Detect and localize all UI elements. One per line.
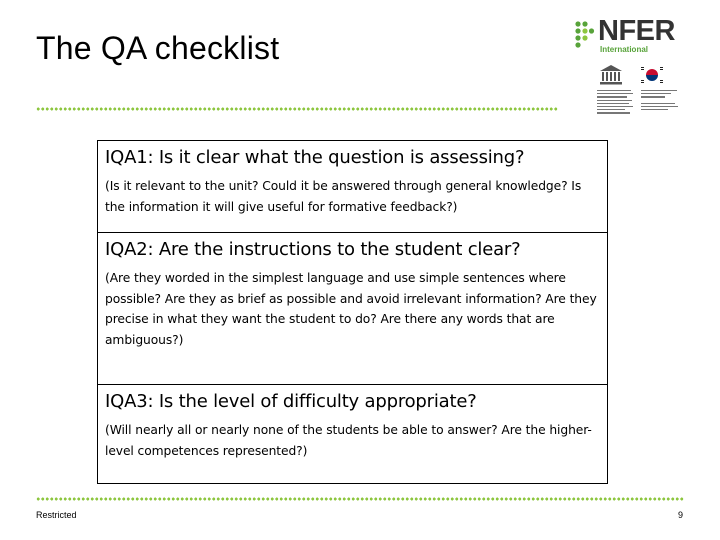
nfer-logo-text: NFER [598, 15, 675, 47]
partner-logos [595, 64, 690, 124]
checklist-body: (Are they worded in the simplest language and use simple sentences where possible? Are they as brief as possible and avoid irrelevant information? Are they precise in what they want the student to do? Are there any words that are ambiguous?) [105, 271, 597, 347]
korea-flag-icon [639, 65, 665, 85]
slide-title: The QA checklist [36, 30, 280, 66]
header-divider [36, 107, 558, 111]
checklist-heading: IQA3: Is the level of difficulty appropriate? [105, 391, 477, 412]
checklist-card-3 [97, 384, 608, 484]
footer-classification: Restricted [36, 510, 77, 520]
page-number: 9 [678, 510, 684, 520]
korea-fine-print [641, 88, 681, 112]
nfer-logo [574, 16, 692, 58]
footer-divider [36, 497, 684, 501]
nfer-logo-subtitle: International [600, 45, 649, 54]
checklist-card-1 [97, 140, 608, 234]
nfer-dots-icon [574, 20, 596, 50]
checklist-heading: IQA2: Are the instructions to the student clear? [105, 239, 521, 260]
checklist-body: (Will nearly all or nearly none of the students be able to answer? Are the higher-level competences represented?) [105, 423, 592, 458]
unesco-fine-print [597, 88, 635, 116]
checklist-card-2 [97, 232, 608, 386]
checklist-heading: IQA1: Is it clear what the question is assessing? [105, 147, 525, 168]
checklist-body: (Is it relevant to the unit? Could it be answered through general knowledge? Is the information it will give useful for formative feedback?) [105, 179, 582, 214]
unesco-temple-icon [599, 64, 623, 86]
